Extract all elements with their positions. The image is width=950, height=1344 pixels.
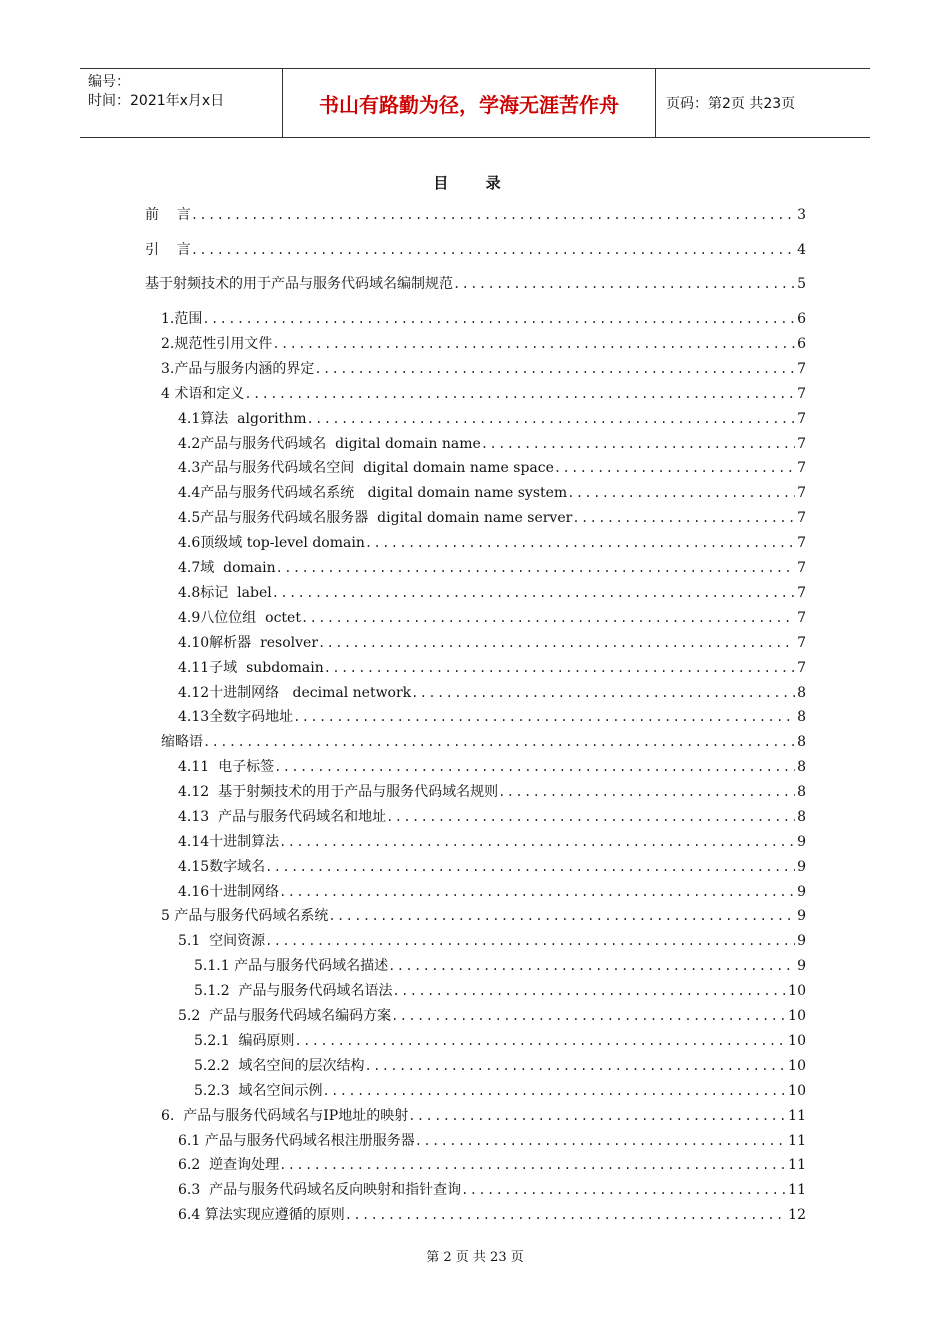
toc-entry-page: 7: [797, 560, 806, 576]
toc-entry-page: 7: [797, 485, 806, 501]
toc-entry-label: 1.范围: [161, 311, 203, 327]
toc-entry[interactable]: [178, 558, 806, 578]
toc-entry[interactable]: [161, 384, 806, 404]
toc-entry-label: 前 言: [145, 207, 191, 223]
toc-entry-page: 8: [797, 809, 806, 825]
toc-leader-dots: [265, 931, 795, 951]
toc-entry-page: 7: [797, 436, 806, 452]
toc-entry-page: 10: [788, 1058, 806, 1074]
toc-leader-dots: [554, 458, 795, 478]
toc-entry[interactable]: [178, 658, 806, 678]
toc-entry[interactable]: [178, 483, 806, 503]
toc-entry-label: 5.1.1 产品与服务代码域名描述: [194, 958, 389, 974]
toc-leader-dots: [203, 732, 795, 752]
toc-entry[interactable]: [178, 409, 806, 429]
toc-leader-dots: [244, 384, 795, 404]
toc-entry[interactable]: [178, 1131, 806, 1151]
header-number-label: 编号：: [88, 74, 130, 90]
toc-entry-label: 6.3 产品与服务代码域名反向映射和指针查询: [178, 1182, 462, 1198]
toc-leader-dots: [318, 633, 795, 653]
toc-entry-page: 8: [797, 709, 806, 725]
toc-entry-label: 5.2.3 域名空间示例: [194, 1083, 323, 1099]
toc-leader-dots: [279, 832, 795, 852]
toc-entry-label: 4.1算法 algorithm: [178, 411, 307, 427]
toc-leader-dots: [272, 583, 795, 603]
toc-entry-page: 10: [788, 1008, 806, 1024]
toc-entry-label: 5.1.2 产品与服务代码域名语法: [194, 983, 393, 999]
toc-entry[interactable]: [178, 633, 806, 653]
toc-entry[interactable]: [178, 458, 806, 478]
toc-entry-label: 6.4 算法实现应遵循的原则: [178, 1207, 345, 1223]
toc-entry[interactable]: [178, 533, 806, 553]
toc-entry-label: 4.13全数字码地址: [178, 709, 294, 725]
toc-entry-page: 8: [797, 734, 806, 750]
toc-entry[interactable]: [145, 205, 806, 225]
toc-leader-dots: [265, 857, 795, 877]
toc-entry-label: 4.6顶级域 top-level domain: [178, 535, 365, 551]
toc-leader-dots: [295, 1031, 787, 1051]
toc-entry[interactable]: [161, 906, 806, 926]
toc-entry-page: 7: [797, 635, 806, 651]
toc-entry-page: 10: [788, 1033, 806, 1049]
toc-leader-dots: [276, 558, 795, 578]
toc-entry-label: 4.16十进制网络: [178, 884, 280, 900]
toc-entry[interactable]: [178, 608, 806, 628]
toc-entry-page: 9: [797, 859, 806, 875]
toc-leader-dots: [498, 782, 795, 802]
toc-leader-dots: [301, 608, 795, 628]
toc-entry[interactable]: [178, 683, 806, 703]
toc-entry[interactable]: [178, 508, 806, 528]
toc-entry-page: 9: [797, 884, 806, 900]
toc-leader-dots: [345, 1205, 786, 1225]
toc-leader-dots: [386, 807, 795, 827]
toc-entry[interactable]: [178, 857, 806, 877]
toc-entry-page: 8: [797, 685, 806, 701]
toc-entry-label: 引 言: [145, 242, 191, 258]
toc-entry-page: 7: [797, 460, 806, 476]
toc-entry-page: 11: [788, 1157, 806, 1173]
toc-entry-label: 4.7域 domain: [178, 560, 276, 576]
toc-entry-page: 7: [797, 660, 806, 676]
toc-entry[interactable]: [145, 274, 806, 294]
toc-entry-page: 11: [788, 1182, 806, 1198]
toc-entry-label: 4 术语和定义: [161, 386, 245, 402]
toc-entry[interactable]: [178, 882, 806, 902]
toc-entry[interactable]: [161, 309, 806, 329]
toc-entry-label: 4.4产品与服务代码域名系统 digital domain name system: [178, 485, 568, 501]
toc-leader-dots: [388, 956, 795, 976]
toc-entry-label: 5 产品与服务代码域名系统: [161, 908, 329, 924]
toc-entry-label: 4.12十进制网络 decimal network: [178, 685, 412, 701]
toc-entry[interactable]: [178, 1205, 806, 1225]
page-header: [80, 68, 870, 138]
toc-entry-page: 7: [797, 610, 806, 626]
toc-leader-dots: [274, 757, 795, 777]
toc-entry-page: 9: [797, 834, 806, 850]
toc-entry-page: 8: [797, 759, 806, 775]
header-page-info: 页码：第2页 共23页: [666, 96, 796, 112]
toc-title: 目 录: [433, 174, 517, 192]
toc-entry[interactable]: [178, 1155, 806, 1175]
toc-leader-dots: [453, 274, 795, 294]
toc-entry-label: 5.1 空间资源: [178, 933, 266, 949]
toc-entry-label: 4.15数字域名: [178, 859, 266, 875]
toc-entry-page: 12: [788, 1207, 806, 1223]
toc-entry[interactable]: [161, 334, 806, 354]
toc-entry[interactable]: [194, 1031, 806, 1051]
toc-leader-dots: [279, 1155, 786, 1175]
toc-leader-dots: [365, 1056, 787, 1076]
toc-entry[interactable]: [178, 757, 806, 777]
toc-entry-page: 9: [797, 958, 806, 974]
toc-entry-page: 7: [797, 535, 806, 551]
toc-entry-label: 6.2 逆查询处理: [178, 1157, 280, 1173]
toc-entry[interactable]: [161, 1106, 806, 1126]
toc-entry-label: 缩略语: [161, 734, 203, 750]
toc-leader-dots: [481, 434, 795, 454]
toc-leader-dots: [323, 1081, 787, 1101]
toc-entry-label: 4.9八位位组 octet: [178, 610, 301, 626]
toc-entry-page: 11: [788, 1108, 806, 1124]
toc-leader-dots: [191, 205, 795, 225]
toc-entry[interactable]: [178, 434, 806, 454]
toc-leader-dots: [272, 334, 795, 354]
toc-entry-label: 4.13 产品与服务代码域名和地址: [178, 809, 387, 825]
toc-entry[interactable]: [178, 807, 806, 827]
toc-entry-label: 4.8标记 label: [178, 585, 272, 601]
toc-entry-page: 4: [797, 242, 806, 258]
toc-leader-dots: [391, 1006, 786, 1026]
toc-entry[interactable]: [178, 832, 806, 852]
toc-entry[interactable]: [178, 1006, 806, 1026]
toc-entry-label: 2.规范性引用文件: [161, 336, 273, 352]
toc-entry[interactable]: [178, 1180, 806, 1200]
toc-entry[interactable]: [194, 956, 806, 976]
toc-leader-dots: [365, 533, 795, 553]
toc-entry-page: 6: [797, 311, 806, 327]
toc-entry-label: 6. 产品与服务代码域名与IP地址的映射: [161, 1108, 409, 1124]
toc-entry[interactable]: [161, 732, 806, 752]
toc-entry-page: 8: [797, 784, 806, 800]
toc-entry-label: 5.2 产品与服务代码域名编码方案: [178, 1008, 392, 1024]
header-meta: [80, 69, 282, 137]
toc-entry[interactable]: [178, 707, 806, 727]
toc-entry-label: 4.3产品与服务代码域名空间 digital domain name space: [178, 460, 554, 476]
toc-entry-page: 9: [797, 933, 806, 949]
toc-entry-label: 4.11 电子标签: [178, 759, 275, 775]
toc-entry-page: 7: [797, 411, 806, 427]
toc-entry-label: 5.2.1 编码原则: [194, 1033, 295, 1049]
toc-leader-dots: [415, 1131, 786, 1151]
toc-leader-dots: [191, 240, 795, 260]
toc-entry-page: 11: [788, 1133, 806, 1149]
toc-leader-dots: [328, 906, 795, 926]
toc-entry[interactable]: [178, 782, 806, 802]
toc-entry-page: 7: [797, 386, 806, 402]
toc-leader-dots: [306, 409, 795, 429]
toc-entry-page: 6: [797, 336, 806, 352]
toc-entry-label: 4.5产品与服务代码域名服务器 digital domain name server: [178, 510, 573, 526]
toc-entry-page: 10: [788, 1083, 806, 1099]
toc-entry-page: 3: [797, 207, 806, 223]
toc-leader-dots: [461, 1180, 786, 1200]
toc-leader-dots: [411, 683, 795, 703]
toc-entry-label: 4.14十进制算法: [178, 834, 280, 850]
toc-leader-dots: [293, 707, 795, 727]
toc-entry-page: 10: [788, 983, 806, 999]
toc-entry-label: 4.2产品与服务代码域名 digital domain name: [178, 436, 481, 452]
toc-leader-dots: [202, 309, 795, 329]
toc-entry-label: 4.10解析器 resolver: [178, 635, 319, 651]
toc-entry-page: 7: [797, 361, 806, 377]
toc-leader-dots: [572, 508, 795, 528]
toc-leader-dots: [408, 1106, 786, 1126]
toc-leader-dots: [393, 981, 787, 1001]
header-slogan: 书山有路勤为径，学海无涯苦作舟: [282, 69, 656, 137]
toc-entry[interactable]: [194, 981, 806, 1001]
toc-entry[interactable]: [161, 359, 806, 379]
toc-entry-label: 3.产品与服务内涵的界定: [161, 361, 315, 377]
toc-entry[interactable]: [145, 240, 806, 260]
toc-leader-dots: [324, 658, 795, 678]
toc-leader-dots: [314, 359, 795, 379]
toc-entry[interactable]: [178, 583, 806, 603]
toc-entry[interactable]: [194, 1081, 806, 1101]
toc-entry[interactable]: [178, 931, 806, 951]
toc-entry-label: 基于射频技术的用于产品与服务代码域名编制规范: [145, 276, 453, 292]
toc-entry-page: 7: [797, 510, 806, 526]
toc-entry-page: 7: [797, 585, 806, 601]
toc-entry-label: 4.11子域 subdomain: [178, 660, 324, 676]
header-time-label: 时间：2021年x月x日: [88, 93, 225, 109]
toc-entry-label: 4.12 基于射频技术的用于产品与服务代码域名规则: [178, 784, 499, 800]
toc-entry-page: 9: [797, 908, 806, 924]
toc-entry-label: 5.2.2 域名空间的层次结构: [194, 1058, 365, 1074]
toc-leader-dots: [567, 483, 795, 503]
toc-leader-dots: [279, 882, 795, 902]
toc-entry-label: 6.1 产品与服务代码域名根注册服务器: [178, 1133, 415, 1149]
toc-entry[interactable]: [194, 1056, 806, 1076]
page-footer: 第 2 页 共 23 页: [426, 1250, 524, 1265]
toc-entry-page: 5: [797, 276, 806, 292]
